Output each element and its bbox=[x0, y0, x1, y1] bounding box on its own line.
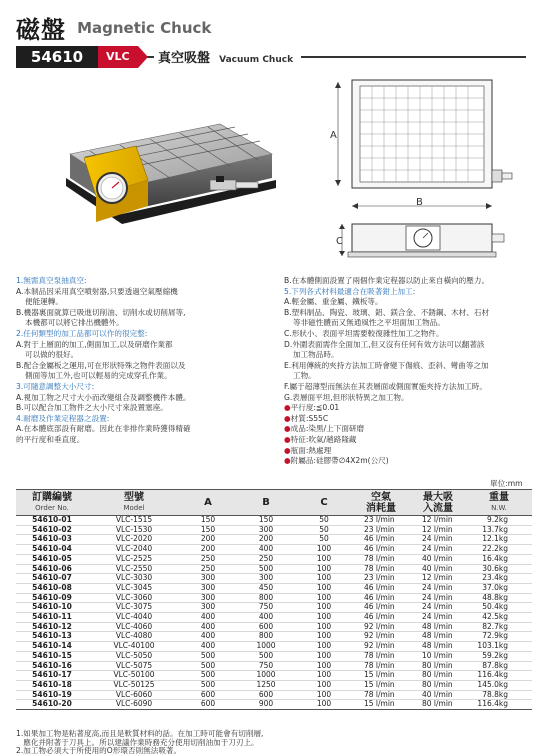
cell-suction: 40 l/min bbox=[410, 690, 466, 700]
cell-suction: 40 l/min bbox=[410, 564, 466, 574]
cell-model: VLC-3030 bbox=[88, 574, 180, 584]
cell-b: 750 bbox=[236, 661, 296, 671]
note-line: E.利用傳統的夾持方法加工時會變下傷痕、歪斜、彎曲等之加 bbox=[284, 360, 489, 370]
dimension-c-label: C bbox=[336, 236, 343, 247]
note-heading: 5.下列各式材料最適合在吸著鉗上加工: bbox=[284, 286, 416, 296]
cell-model: VLC-5075 bbox=[88, 661, 180, 671]
cell-weight: 23.4kg bbox=[466, 574, 532, 584]
footnote-line: 1.如果加工物是粘著度高,而且是軟質材料的話。在加工時可能會有切削層, bbox=[16, 729, 264, 738]
note-line: A.對于上層面的加工,側面加工,以及研磨作業都 bbox=[16, 339, 173, 349]
header-weight-en: N.W. bbox=[491, 503, 507, 512]
cell-weight: 12.1kg bbox=[466, 535, 532, 545]
cell-model: VLC-6060 bbox=[88, 690, 180, 700]
cell-a: 500 bbox=[180, 661, 236, 671]
cell-order: 54610-07 bbox=[16, 574, 88, 584]
cell-suction: 10 l/min bbox=[410, 651, 466, 661]
cell-air: 92 l/min bbox=[352, 632, 410, 642]
bullet-icon: ● bbox=[284, 445, 291, 455]
header-a: A bbox=[180, 490, 236, 516]
footnote-line: 應化并附著于刀具上。所以建議作業時務充分使用切削油加于刀刃上。 bbox=[16, 737, 259, 747]
cell-model: VLC-50125 bbox=[88, 680, 180, 690]
cell-a: 400 bbox=[180, 642, 236, 652]
bullet-icon: ● bbox=[284, 424, 291, 434]
cell-model: VLC-2550 bbox=[88, 564, 180, 574]
note-line: 便能運轉。 bbox=[25, 297, 63, 307]
cell-c: 50 bbox=[296, 516, 352, 526]
cell-order: 54610-17 bbox=[16, 671, 88, 681]
cell-air: 23 l/min bbox=[352, 516, 410, 526]
note-line: C.形狀小、表面平坦需要較復雜性加工之物件。 bbox=[284, 328, 444, 338]
cell-model: VLC-3045 bbox=[88, 583, 180, 593]
cell-order: 54610-18 bbox=[16, 680, 88, 690]
series-tag: VLC bbox=[98, 46, 138, 68]
cell-a: 500 bbox=[180, 651, 236, 661]
cell-weight: 50.4kg bbox=[466, 603, 532, 613]
bullet-icon: ● bbox=[284, 413, 291, 423]
note-line: A.輕金屬、重金屬、鐵板等。 bbox=[284, 297, 383, 307]
cell-air: 78 l/min bbox=[352, 564, 410, 574]
cell-suction: 80 l/min bbox=[410, 700, 466, 710]
header-model bbox=[88, 490, 180, 516]
note-line: ●材質:S55C bbox=[284, 413, 329, 423]
cell-order: 54610-08 bbox=[16, 583, 88, 593]
note-line: 側面等加工外,也可以輕易的完成穿孔作業。 bbox=[25, 371, 172, 381]
bullet-icon: ● bbox=[284, 403, 291, 413]
table-row bbox=[16, 642, 532, 652]
cell-c: 100 bbox=[296, 671, 352, 681]
cell-b: 200 bbox=[236, 535, 296, 545]
note-line: B.機器裏面就算已吸進切削油、切削水或切削屑等, bbox=[16, 307, 186, 317]
cell-b: 1000 bbox=[236, 671, 296, 681]
cell-b: 1000 bbox=[236, 642, 296, 652]
cell-suction: 48 l/min bbox=[410, 632, 466, 642]
note-line: D.外圍表面需作全面加工,但又沒有任何有效方法可以翻著該 bbox=[284, 339, 485, 349]
note-line: 加工物品時。 bbox=[293, 350, 339, 360]
note-heading: 3.可隨意調整大小尺寸: bbox=[16, 381, 95, 391]
features-notes-right bbox=[284, 276, 532, 467]
product-code: 54610 bbox=[16, 46, 98, 68]
note-heading: 1.無需真空泵抽真空: bbox=[16, 276, 87, 285]
cell-weight: 30.6kg bbox=[466, 564, 532, 574]
cell-b: 300 bbox=[236, 574, 296, 584]
table-row bbox=[16, 603, 532, 613]
cell-b: 150 bbox=[236, 516, 296, 526]
note-line: ●平行度:≦0.01 bbox=[284, 403, 340, 413]
cell-air: 46 l/min bbox=[352, 613, 410, 623]
cell-a: 250 bbox=[180, 564, 236, 574]
cell-c: 100 bbox=[296, 680, 352, 690]
cell-order: 54610-02 bbox=[16, 525, 88, 535]
cell-order: 54610-14 bbox=[16, 642, 88, 652]
note-line: ●成品:染黑/上下面研磨 bbox=[284, 424, 365, 434]
note-line: B.可以配合加工物件之大小尺寸來設置塞座。 bbox=[16, 403, 168, 413]
cell-suction: 12 l/min bbox=[410, 516, 466, 526]
note-line: F.屬于超薄型而無法在其表層面或側面實施夾持方法加工時。 bbox=[284, 381, 487, 391]
cell-suction: 24 l/min bbox=[410, 613, 466, 623]
cell-model: VLC-2020 bbox=[88, 535, 180, 545]
cell-a: 600 bbox=[180, 690, 236, 700]
cell-c: 100 bbox=[296, 574, 352, 584]
cell-a: 400 bbox=[180, 622, 236, 632]
cell-weight: 116.4kg bbox=[466, 700, 532, 710]
table-row bbox=[16, 525, 532, 535]
cell-a: 300 bbox=[180, 593, 236, 603]
cell-suction: 12 l/min bbox=[410, 574, 466, 584]
footnote-line: 2.加工物必須大于所使用的O形環否則無法吸著。 bbox=[16, 746, 182, 755]
cell-suction: 24 l/min bbox=[410, 583, 466, 593]
cell-c: 100 bbox=[296, 613, 352, 623]
cell-model: VLC-4080 bbox=[88, 632, 180, 642]
cell-weight: 42.5kg bbox=[466, 613, 532, 623]
header-suction-line2: 入流量 bbox=[423, 502, 453, 514]
cell-model: VLC-1530 bbox=[88, 525, 180, 535]
table-row bbox=[16, 545, 532, 555]
cell-c: 50 bbox=[296, 535, 352, 545]
cell-b: 400 bbox=[236, 613, 296, 623]
dimension-a-label: A bbox=[330, 130, 337, 141]
cell-order: 54610-10 bbox=[16, 603, 88, 613]
cell-model: VLC-2525 bbox=[88, 554, 180, 564]
page-title bbox=[16, 10, 212, 44]
cell-weight: 116.4kg bbox=[466, 671, 532, 681]
cell-model: VLC-1515 bbox=[88, 516, 180, 526]
cell-suction: 80 l/min bbox=[410, 661, 466, 671]
cell-order: 54610-04 bbox=[16, 545, 88, 555]
cell-c: 100 bbox=[296, 661, 352, 671]
note-line: A.視加工物之尺寸大小而改變組合及調整機件本體。 bbox=[16, 392, 191, 402]
table-row bbox=[16, 700, 532, 710]
header-b: B bbox=[236, 490, 296, 516]
header-model-cn: 型號 bbox=[124, 491, 144, 503]
cell-air: 78 l/min bbox=[352, 661, 410, 671]
cell-suction: 12 l/min bbox=[410, 525, 466, 535]
cell-model: VLC-3075 bbox=[88, 603, 180, 613]
cell-c: 100 bbox=[296, 700, 352, 710]
cell-b: 800 bbox=[236, 632, 296, 642]
cell-c: 100 bbox=[296, 564, 352, 574]
cell-b: 800 bbox=[236, 593, 296, 603]
cell-c: 100 bbox=[296, 545, 352, 555]
header-air-line2: 消耗量 bbox=[366, 502, 396, 514]
cell-a: 150 bbox=[180, 516, 236, 526]
cell-suction: 24 l/min bbox=[410, 535, 466, 545]
table-row bbox=[16, 516, 532, 526]
table-row bbox=[16, 671, 532, 681]
cell-order: 54610-05 bbox=[16, 554, 88, 564]
cell-weight: 82.7kg bbox=[466, 622, 532, 632]
cell-a: 500 bbox=[180, 671, 236, 681]
cell-weight: 37.0kg bbox=[466, 583, 532, 593]
header-air-line1: 空氣 bbox=[371, 491, 391, 503]
header-weight bbox=[466, 490, 532, 516]
cell-b: 450 bbox=[236, 583, 296, 593]
dimension-b-label: B bbox=[416, 198, 423, 208]
bullet-icon: ● bbox=[284, 456, 291, 466]
note-line: 工物。 bbox=[293, 371, 316, 381]
table-row bbox=[16, 564, 532, 574]
cell-c: 100 bbox=[296, 593, 352, 603]
cell-a: 400 bbox=[180, 632, 236, 642]
features-notes-left bbox=[16, 276, 266, 446]
cell-suction: 80 l/min bbox=[410, 671, 466, 681]
note-heading: 2.任何類型的加工品都可以作的很完整: bbox=[16, 328, 148, 338]
cell-suction: 24 l/min bbox=[410, 593, 466, 603]
cell-b: 300 bbox=[236, 525, 296, 535]
cell-model: VLC-5050 bbox=[88, 651, 180, 661]
cell-b: 600 bbox=[236, 622, 296, 632]
cell-b: 750 bbox=[236, 603, 296, 613]
cell-air: 23 l/min bbox=[352, 574, 410, 584]
cell-model: VLC-3060 bbox=[88, 593, 180, 603]
cell-model: VLC-40100 bbox=[88, 642, 180, 652]
vacuum-chuck-photo bbox=[40, 84, 286, 234]
note-line: 等非磁性體而又無通風性之平坦面加工物品。 bbox=[293, 318, 445, 328]
cell-order: 54610-11 bbox=[16, 613, 88, 623]
cell-weight: 48.8kg bbox=[466, 593, 532, 603]
table-row bbox=[16, 583, 532, 593]
note-line: 的平行度和垂直度。 bbox=[16, 434, 85, 444]
table-row bbox=[16, 680, 532, 690]
header-air bbox=[352, 490, 410, 516]
note-heading: 4.耐磨及作業定程器之設置: bbox=[16, 413, 110, 423]
cell-suction: 40 l/min bbox=[410, 554, 466, 564]
cell-weight: 87.8kg bbox=[466, 661, 532, 671]
cell-a: 300 bbox=[180, 583, 236, 593]
cell-air: 78 l/min bbox=[352, 651, 410, 661]
cell-c: 100 bbox=[296, 622, 352, 632]
cell-weight: 16.4kg bbox=[466, 554, 532, 564]
cell-b: 400 bbox=[236, 545, 296, 555]
cell-air: 46 l/min bbox=[352, 545, 410, 555]
cell-a: 250 bbox=[180, 554, 236, 564]
table-row bbox=[16, 622, 532, 632]
cell-c: 100 bbox=[296, 603, 352, 613]
cell-suction: 80 l/min bbox=[410, 680, 466, 690]
note-line: ●瓶面:熱處理 bbox=[284, 445, 332, 455]
table-row bbox=[16, 651, 532, 661]
cell-air: 92 l/min bbox=[352, 642, 410, 652]
header-order-cn: 訂購編號 bbox=[32, 491, 72, 503]
table-row bbox=[16, 613, 532, 623]
table-row bbox=[16, 535, 532, 545]
cell-air: 15 l/min bbox=[352, 671, 410, 681]
cell-weight: 78.8kg bbox=[466, 690, 532, 700]
header-order-en: Order No. bbox=[35, 503, 69, 512]
cell-c: 100 bbox=[296, 642, 352, 652]
cell-b: 900 bbox=[236, 700, 296, 710]
cell-weight: 103.1kg bbox=[466, 642, 532, 652]
cell-air: 46 l/min bbox=[352, 603, 410, 613]
cell-weight: 9.2kg bbox=[466, 516, 532, 526]
cell-suction: 24 l/min bbox=[410, 603, 466, 613]
cell-order: 54610-12 bbox=[16, 622, 88, 632]
cell-model: VLC-2040 bbox=[88, 545, 180, 555]
cell-b: 600 bbox=[236, 690, 296, 700]
cell-c: 50 bbox=[296, 525, 352, 535]
cell-order: 54610-15 bbox=[16, 651, 88, 661]
note-line: ●特征:吹氣/趟路隆藏 bbox=[284, 434, 357, 444]
cell-air: 46 l/min bbox=[352, 593, 410, 603]
product-subtitle bbox=[154, 46, 301, 68]
cell-c: 100 bbox=[296, 651, 352, 661]
cell-order: 54610-13 bbox=[16, 632, 88, 642]
header-suction-line1: 最大吸 bbox=[423, 491, 453, 503]
title-chinese: 磁盤 bbox=[16, 16, 66, 44]
cell-c: 100 bbox=[296, 690, 352, 700]
bullet-icon: ● bbox=[284, 434, 291, 444]
cell-weight: 22.2kg bbox=[466, 545, 532, 555]
cell-weight: 72.9kg bbox=[466, 632, 532, 642]
cell-air: 78 l/min bbox=[352, 554, 410, 564]
product-banner bbox=[16, 46, 526, 68]
cell-order: 54610-16 bbox=[16, 661, 88, 671]
table-row bbox=[16, 690, 532, 700]
note-line: B.配合金屬板之運用,可在形狀特殊之物件表面以及 bbox=[16, 360, 186, 370]
cell-order: 54610-19 bbox=[16, 690, 88, 700]
cell-b: 1250 bbox=[236, 680, 296, 690]
note-line: 可以做的很好。 bbox=[25, 350, 79, 360]
specification-table bbox=[16, 489, 532, 710]
cell-air: 46 l/min bbox=[352, 535, 410, 545]
table-header-row bbox=[16, 490, 532, 516]
cell-model: VLC-4060 bbox=[88, 622, 180, 632]
note-line: B.塑料制品、陶瓷、玻璃、鋁、鎂合金、不銹鋼、木材、石材 bbox=[284, 307, 490, 317]
cell-air: 23 l/min bbox=[352, 525, 410, 535]
footnotes bbox=[16, 730, 263, 756]
cell-order: 54610-20 bbox=[16, 700, 88, 710]
cell-a: 500 bbox=[180, 680, 236, 690]
cell-order: 54610-01 bbox=[16, 516, 88, 526]
cell-air: 92 l/min bbox=[352, 622, 410, 632]
cell-a: 200 bbox=[180, 535, 236, 545]
cell-b: 500 bbox=[236, 564, 296, 574]
note-line: A.在本體底部設有耐磨。因此在非排作業時獲得精確 bbox=[16, 424, 191, 434]
cell-model: VLC-6090 bbox=[88, 700, 180, 710]
cell-suction: 48 l/min bbox=[410, 642, 466, 652]
subtitle-chinese: 真空吸盤 bbox=[158, 51, 211, 66]
cell-model: VLC-50100 bbox=[88, 671, 180, 681]
cell-a: 300 bbox=[180, 574, 236, 584]
cell-a: 150 bbox=[180, 525, 236, 535]
cell-weight: 13.7kg bbox=[466, 525, 532, 535]
cell-a: 300 bbox=[180, 603, 236, 613]
cell-suction: 48 l/min bbox=[410, 622, 466, 632]
title-english: Magnetic Chuck bbox=[77, 18, 212, 37]
note-line: 本機都可以將它排出機體外。 bbox=[25, 318, 124, 328]
note-line: A.本制品因采用真空噴射器,只要透過空氣壓縮機 bbox=[16, 286, 178, 296]
cell-c: 100 bbox=[296, 583, 352, 593]
cell-a: 600 bbox=[180, 700, 236, 710]
header-weight-cn: 重量 bbox=[489, 491, 509, 503]
header-model-en: Model bbox=[123, 503, 145, 512]
side-view-drawing bbox=[336, 198, 508, 262]
header-order bbox=[16, 490, 88, 516]
cell-suction: 24 l/min bbox=[410, 545, 466, 555]
cell-b: 500 bbox=[236, 651, 296, 661]
table-row bbox=[16, 554, 532, 564]
cell-air: 46 l/min bbox=[352, 583, 410, 593]
note-line: B.在本體側面設置了兩個作業定程器以防止來自橫向的壓力。 bbox=[284, 276, 490, 285]
cell-weight: 59.2kg bbox=[466, 651, 532, 661]
cell-a: 400 bbox=[180, 613, 236, 623]
header-suction bbox=[410, 490, 466, 516]
cell-c: 100 bbox=[296, 554, 352, 564]
table-row bbox=[16, 574, 532, 584]
cell-air: 78 l/min bbox=[352, 690, 410, 700]
subtitle-english: Vacuum Chuck bbox=[219, 55, 294, 65]
cell-a: 200 bbox=[180, 545, 236, 555]
header-c: C bbox=[296, 490, 352, 516]
cell-c: 100 bbox=[296, 632, 352, 642]
cell-order: 54610-03 bbox=[16, 535, 88, 545]
top-view-drawing bbox=[330, 76, 516, 196]
cell-air: 15 l/min bbox=[352, 700, 410, 710]
chevron-right-icon bbox=[138, 46, 148, 68]
cell-order: 54610-06 bbox=[16, 564, 88, 574]
note-line: ●附屬品:硅膠帶∅4X2m(公尺) bbox=[284, 456, 389, 466]
unit-label: 單位:mm bbox=[490, 479, 523, 488]
cell-model: VLC-4040 bbox=[88, 613, 180, 623]
table-row bbox=[16, 593, 532, 603]
cell-b: 250 bbox=[236, 554, 296, 564]
cell-air: 15 l/min bbox=[352, 680, 410, 690]
note-line: G.表層面平坦,但形狀特異之加工物。 bbox=[284, 392, 409, 402]
cell-order: 54610-09 bbox=[16, 593, 88, 603]
cell-weight: 145.0kg bbox=[466, 680, 532, 690]
